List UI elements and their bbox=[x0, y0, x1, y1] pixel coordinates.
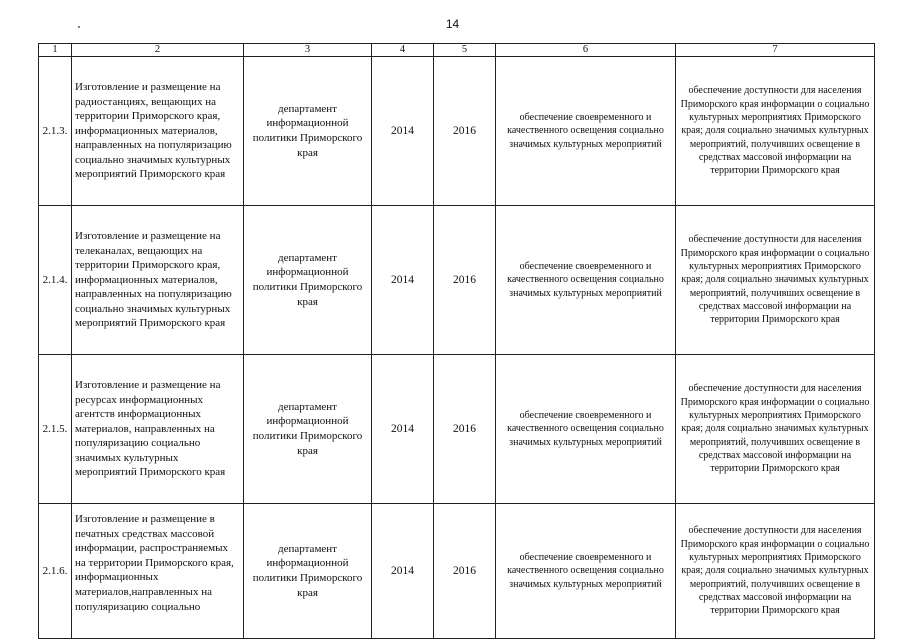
activity-name: Изготовление и размещение в печатных средствах массовой информации, распространяемых на территории Приморского края, информационных материалов,направленных на популяризацию социально bbox=[72, 504, 244, 639]
indicator: обеспечение доступности для населения Приморского края информации о социально культурных мероприятиях Приморского края; доля социально значимых культурных мероприятий, получивших освещение в средствах массовой информации на территории Приморского края bbox=[676, 504, 875, 639]
start-year: 2014 bbox=[372, 355, 434, 504]
activity-number: 2.1.6. bbox=[39, 504, 72, 639]
executor: департамент информационной политики Приморского края bbox=[244, 504, 372, 639]
end-year: 2016 bbox=[434, 355, 496, 504]
scan-speck bbox=[78, 26, 80, 28]
column-header-7: 7 bbox=[676, 44, 875, 57]
column-header-5: 5 bbox=[434, 44, 496, 57]
activity-number: 2.1.3. bbox=[39, 57, 72, 206]
page-number: 14 bbox=[445, 17, 460, 31]
start-year: 2014 bbox=[372, 57, 434, 206]
executor: департамент информационной политики Приморского края bbox=[244, 57, 372, 206]
end-year: 2016 bbox=[434, 504, 496, 639]
indicator: обеспечение доступности для населения Приморского края информации о социально культурных мероприятиях Приморского края; доля социально значимых культурных мероприятий, получивших освещение в средствах массовой информации на территории Приморского края bbox=[676, 57, 875, 206]
activity-number: 2.1.4. bbox=[39, 206, 72, 355]
end-year: 2016 bbox=[434, 57, 496, 206]
activity-name: Изготовление и размещение на ресурсах информационных агентств информационных материалов, направленных на популяризацию социально значимых культурных мероприятий Приморского края bbox=[72, 355, 244, 504]
activity-name: Изготовление и размещение на радиостанциях, вещающих на территории Приморского края, информационных материалов, направленных на популяризацию социально значимых культурных мероприятий Приморского края bbox=[72, 57, 244, 206]
column-header-4: 4 bbox=[372, 44, 434, 57]
indicator: обеспечение доступности для населения Приморского края информации о социально культурных мероприятиях Приморского края; доля социально значимых культурных мероприятий, получивших освещение в средствах массовой информации на территории Приморского края bbox=[676, 206, 875, 355]
executor: департамент информационной политики Приморского края bbox=[244, 355, 372, 504]
executor: департамент информационной политики Приморского края bbox=[244, 206, 372, 355]
activity-number: 2.1.5. bbox=[39, 355, 72, 504]
expected-result: обеспечение своевременного и качественного освещения социально значимых культурных мероприятий bbox=[496, 57, 676, 206]
column-header-3: 3 bbox=[244, 44, 372, 57]
activity-name: Изготовление и размещение на телеканалах, вещающих на территории Приморского края, информационных материалов, направленных на популяризацию социально значимых культурных мероприятий Приморского края bbox=[72, 206, 244, 355]
table-row bbox=[39, 57, 875, 206]
program-activities-table bbox=[38, 43, 875, 639]
column-header-1: 1 bbox=[39, 44, 72, 57]
expected-result: обеспечение своевременного и качественного освещения социально значимых культурных мероприятий bbox=[496, 206, 676, 355]
indicator: обеспечение доступности для населения Приморского края информации о социально культурных мероприятиях Приморского края; доля социально значимых культурных мероприятий, получивших освещение в средствах массовой информации на территории Приморского края bbox=[676, 355, 875, 504]
start-year: 2014 bbox=[372, 206, 434, 355]
table-row bbox=[39, 504, 875, 639]
table-row bbox=[39, 206, 875, 355]
end-year: 2016 bbox=[434, 206, 496, 355]
column-header-6: 6 bbox=[496, 44, 676, 57]
table-row bbox=[39, 355, 875, 504]
column-number-row bbox=[39, 44, 875, 57]
expected-result: обеспечение своевременного и качественного освещения социально значимых культурных мероприятий bbox=[496, 504, 676, 639]
column-header-2: 2 bbox=[72, 44, 244, 57]
expected-result: обеспечение своевременного и качественного освещения социально значимых культурных мероприятий bbox=[496, 355, 676, 504]
start-year: 2014 bbox=[372, 504, 434, 639]
